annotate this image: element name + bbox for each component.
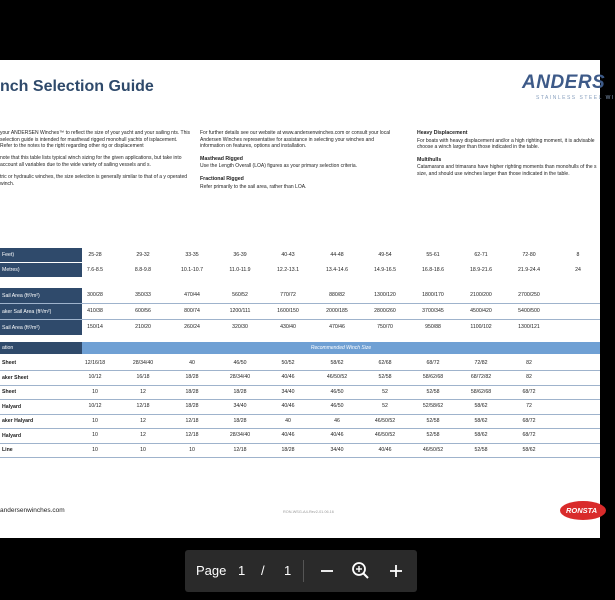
table-cell: 10/12 <box>88 374 102 380</box>
zoom-in-button[interactable] <box>382 557 410 585</box>
table-cell: 52/58/62 <box>422 403 444 409</box>
table-cell: 36-39 <box>233 251 247 258</box>
table-divider <box>0 457 600 458</box>
table-cell: 44-48 <box>330 251 344 258</box>
table-cell: 46/50 <box>330 388 344 395</box>
table-cell: 18/28 <box>281 446 295 453</box>
table-cell: 12/18 <box>185 432 199 438</box>
table-cell: 12/18 <box>185 417 199 424</box>
table-cell: 68/72 <box>426 359 440 366</box>
intro-column-3 <box>417 130 602 184</box>
table-cell: 24 <box>575 266 581 273</box>
table-cell: 72/82 <box>474 359 488 366</box>
pdf-toolbar <box>185 550 417 592</box>
intro-paragraph: note that this table lists typical winch sizing for the given applications, but take into account all variables due to the wide variety of sailing vessels and s. <box>0 155 182 168</box>
table-cell: 750/70 <box>377 324 393 330</box>
row-label: Halyard <box>2 432 22 439</box>
row-label: aker Sail Area (ft²/m²) <box>0 304 82 319</box>
ronstan-logo: RONSTA <box>560 501 606 520</box>
table-cell: 46/50 <box>233 359 247 366</box>
intro-column-1 <box>0 130 190 193</box>
table-cell: 50/52 <box>281 359 295 366</box>
table-cell: 28/34/40 <box>229 432 251 438</box>
intro-paragraph: For further details see our website at www.andersenwinches.com or consult your local Andersen Winches representative for assistance in selecting your winches and information on features, options and installation. <box>200 130 391 150</box>
pdf-page <box>0 60 615 538</box>
intro-paragraph: Catamarans and trimarans have higher righting moments than monohulls of the s size, and should use winches larger than those indicated in the table. <box>417 164 597 177</box>
minus-icon <box>313 557 341 585</box>
plus-icon <box>382 557 410 585</box>
row-label: Line <box>2 447 13 453</box>
table-cell: 33-35 <box>185 251 199 258</box>
table-cell: 1200/111 <box>229 308 251 314</box>
intro-paragraph: For boats with heavy displacement and/or a high righting moment, it is advisable choose a winch larger than those indicated in the table. <box>417 137 595 151</box>
table-cell: 10 <box>189 446 195 453</box>
table-cell: 12 <box>140 417 146 424</box>
table-cell: 68/72/82 <box>470 374 492 380</box>
table-cell: 58/62 <box>474 417 488 424</box>
table-cell: 58/62/68 <box>470 388 492 395</box>
table-cell: 49-54 <box>378 251 392 258</box>
winch-row <box>0 356 600 370</box>
table-cell: 52 <box>382 388 388 395</box>
table-cell: 58/62 <box>474 432 488 438</box>
table-cell: 150/14 <box>87 324 103 330</box>
table-cell: 13.4-14.6 <box>326 266 348 273</box>
total-pages: 1 <box>284 563 292 578</box>
table-cell: 40 <box>189 359 195 366</box>
table-cell: 10 <box>92 388 98 395</box>
table-cell: 34/40 <box>281 388 295 395</box>
table-cell: 34/40 <box>330 446 344 453</box>
winch-row <box>0 429 600 443</box>
table-cell: 1100/102 <box>470 324 492 330</box>
intro-paragraph: your ANDERSEN Winches™ to reflect the size of your yacht and your sailing nts. This selection guide is intended for masthead rigged monohull yachts of isplacement. Refer to the notes to the right regarding other rig or displacement <box>0 130 190 150</box>
table-cell: 12.2-13.1 <box>277 266 299 273</box>
winch-row <box>0 443 600 457</box>
table-cell: 10 <box>140 446 146 453</box>
sail-area-row <box>0 320 600 335</box>
section-heading: Multihulls <box>417 156 442 163</box>
table-cell: 29-32 <box>136 251 150 258</box>
table-cell: 40/46 <box>281 432 295 438</box>
document-code: RON-WSG-A4-Rev2-01.06.16 <box>283 510 334 514</box>
zoom-fit-button[interactable] <box>347 557 375 585</box>
table-cell: 52 <box>382 403 388 409</box>
brand-tagline: STAINLESS STEEL WI <box>536 95 615 101</box>
table-cell: 12 <box>140 432 146 438</box>
row-label: aker Sheet <box>2 374 29 381</box>
row-label: Sheet <box>2 389 17 395</box>
section-heading: Fractional Rigged <box>200 175 244 182</box>
table-cell: 68/72 <box>522 417 536 424</box>
zoom-out-button[interactable] <box>313 557 341 585</box>
table-cell: 16.8-18.6 <box>422 266 444 273</box>
table-cell: 11.0-11.9 <box>229 266 251 273</box>
table-cell: 40/46 <box>378 446 392 453</box>
winch-row <box>0 414 600 428</box>
row-label: Halyard <box>2 403 22 410</box>
table-cell: 46/50/52 <box>326 374 348 380</box>
table-cell: 46/50/52 <box>374 417 396 424</box>
table-cell: 10/12 <box>88 403 102 409</box>
table-cell: 82 <box>526 359 532 366</box>
table-cell: 320/30 <box>232 324 248 330</box>
table-cell: 10 <box>92 417 98 424</box>
table-cell: 62-71 <box>474 251 488 258</box>
table-cell: 46/50 <box>330 403 344 409</box>
winch-row <box>0 385 600 399</box>
table-cell: 600/56 <box>135 308 151 314</box>
table-cell: 5400/500 <box>518 308 540 314</box>
table-cell: 1300/121 <box>518 324 540 330</box>
sail-area-row <box>0 304 600 319</box>
table-cell: 82 <box>526 374 532 380</box>
table-cell: 12 <box>140 388 146 395</box>
table-cell: 40-43 <box>281 251 295 258</box>
section-heading: Heavy Displacement <box>417 130 468 136</box>
table-cell: 10.1-10.7 <box>181 266 203 273</box>
row-label: Metres) <box>0 263 82 277</box>
table-cell: 770/72 <box>280 292 296 298</box>
loa-row <box>0 248 600 262</box>
table-cell: 34/40 <box>233 403 247 409</box>
row-label: Sail Area (ft²/m²) <box>0 320 82 335</box>
page-separator: / <box>261 563 265 578</box>
intro-paragraph: tric or hydraulic winches, the size selection is generally similar to that of a y operated winch. <box>0 173 188 187</box>
table-cell: 2100/200 <box>470 292 492 298</box>
table-cell: 40/46 <box>281 374 295 380</box>
table-cell: 880/82 <box>329 292 345 298</box>
table-cell: 18/28 <box>185 403 199 409</box>
section-heading: Masthead Rigged <box>200 155 243 162</box>
table-cell: 1800/170 <box>422 292 444 298</box>
table-cell: 12/18 <box>233 446 247 453</box>
table-cell: 430/40 <box>280 324 296 330</box>
table-cell: 46/50/52 <box>422 446 444 453</box>
table-cell: 21.9-24.4 <box>518 266 540 273</box>
table-cell: 28/34/40 <box>229 374 251 380</box>
table-cell: 1300/120 <box>374 292 396 298</box>
table-cell: 12/16/18 <box>84 359 106 366</box>
row-label: aker Halyard <box>2 418 34 424</box>
intro-paragraph: Refer primarily to the sail area, rather than LOA. <box>200 183 307 190</box>
table-cell: 10 <box>92 432 98 438</box>
footer-website: andersenwinches.com <box>0 507 65 514</box>
table-cell: 52/58 <box>378 374 392 380</box>
table-cell: 55-61 <box>426 251 440 258</box>
table-cell: 18/28 <box>233 388 247 395</box>
table-cell: 18.9-21.6 <box>470 266 492 273</box>
table-cell: 40/46 <box>330 432 344 438</box>
table-cell: 300/28 <box>87 292 103 298</box>
table-cell: 72 <box>526 403 532 409</box>
table-cell: 8 <box>576 251 580 258</box>
table-cell: 68/72 <box>522 432 536 438</box>
table-cell: 18/28 <box>233 417 247 424</box>
table-cell: 470/46 <box>329 324 345 330</box>
table-cell: 210/20 <box>135 324 151 330</box>
winch-row <box>0 371 600 385</box>
table-cell: 68/72 <box>522 388 536 395</box>
row-label: Feet) <box>0 248 82 262</box>
table-cell: 8.8-9.8 <box>134 266 152 273</box>
toolbar-divider <box>303 560 304 582</box>
table-cell: 16/18 <box>136 374 150 380</box>
table-cell: 14.9-16.5 <box>374 266 396 273</box>
intro-column-2 <box>200 130 395 196</box>
table-cell: 3700/345 <box>422 308 444 314</box>
table-cell: 7.6-8.5 <box>86 266 104 273</box>
table-cell: 2000/185 <box>326 308 348 314</box>
andersen-logo <box>522 72 615 106</box>
recommended-winch-size-header: Recommended Winch Size <box>82 342 600 354</box>
table-cell: 18/28 <box>185 388 199 395</box>
winch-row <box>0 400 600 414</box>
table-cell: 560/52 <box>232 292 248 298</box>
table-cell: 28/34/40 <box>132 359 154 366</box>
zoom-magnifier-icon <box>347 557 375 585</box>
table-cell: 58/62 <box>474 403 488 409</box>
table-cell: 12/18 <box>136 403 150 409</box>
table-cell: 4500/420 <box>470 308 492 314</box>
current-page-input[interactable]: 1 <box>238 563 246 578</box>
table-cell: 46 <box>334 417 340 424</box>
page-label: Page <box>196 563 227 578</box>
table-cell: 2800/260 <box>374 308 396 314</box>
loa-row <box>0 263 600 277</box>
table-cell: 410/38 <box>87 308 103 314</box>
table-cell: 52/58 <box>474 446 488 453</box>
row-label: Sheet <box>2 360 17 366</box>
row-label: Sail Area (ft²/m²) <box>0 288 82 303</box>
table-cell: 800/74 <box>184 308 200 314</box>
sail-area-row <box>0 288 600 303</box>
table-cell: 52/58 <box>426 432 440 438</box>
table-cell: 18/28 <box>185 374 199 380</box>
table-cell: 58/62/68 <box>422 374 444 380</box>
table-cell: 52/58 <box>426 417 440 424</box>
table-cell: 350/33 <box>135 292 151 298</box>
table-cell: 1600/150 <box>277 308 299 314</box>
table-cell: 52/58 <box>426 388 440 395</box>
intro-paragraph: Use the Length Overall (LOA) figures as your primary selection criteria. <box>200 163 358 170</box>
document-title: nch Selection Guide <box>0 78 154 95</box>
table-cell: 72-80 <box>522 251 536 258</box>
brand-wordmark: ANDERS <box>522 72 606 93</box>
table-cell: 2700/250 <box>518 292 540 298</box>
table-cell: 260/24 <box>184 324 200 330</box>
table-cell: 10 <box>92 446 98 453</box>
table-cell: 40/46 <box>281 403 295 409</box>
table-cell: 950/88 <box>425 324 441 330</box>
table-cell: 40 <box>285 417 291 424</box>
table-cell: 470/44 <box>184 292 200 298</box>
table-cell: 62/68 <box>378 359 392 366</box>
table-cell: 25-28 <box>88 251 102 258</box>
application-header: ation <box>0 342 82 354</box>
table-cell: 46/50/52 <box>374 432 396 438</box>
table-cell: 58/62 <box>522 446 536 453</box>
table-cell: 58/62 <box>330 359 344 366</box>
